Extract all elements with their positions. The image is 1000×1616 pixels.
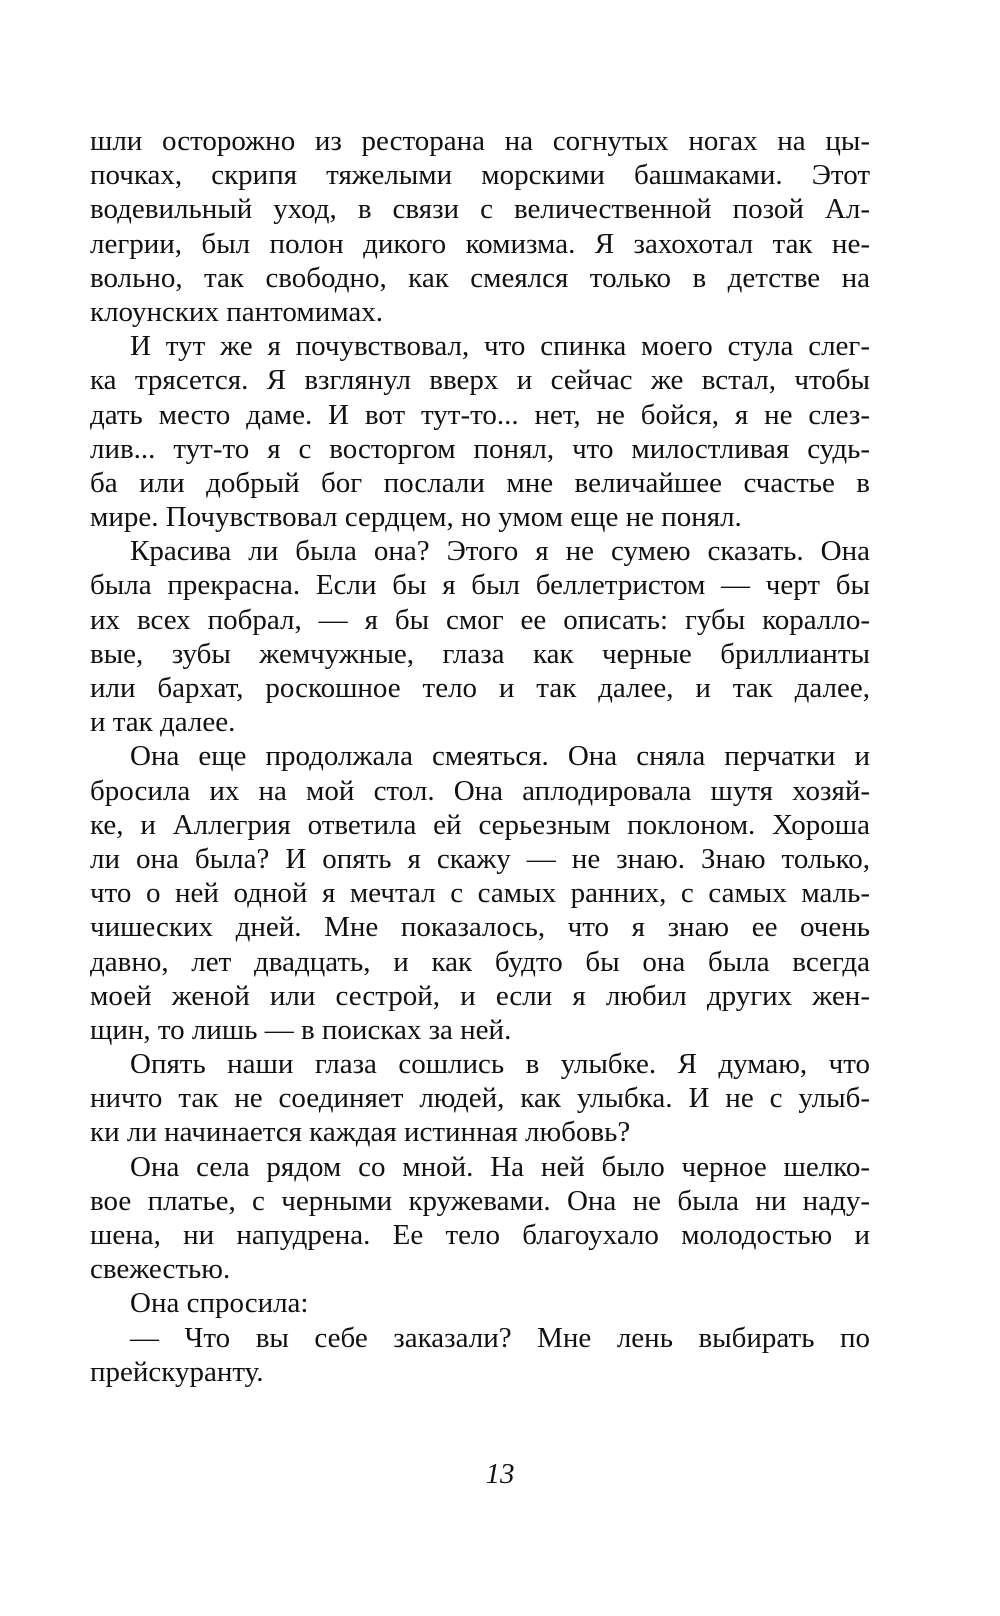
text-line: ки ли начинается каждая истинная любовь?: [90, 1116, 631, 1149]
text-line: щин, то лишь — в поисках за ней.: [90, 1013, 512, 1046]
text-line: давно, лет двадцать, и как будто бы она была всегда: [90, 945, 870, 978]
text-line: шена, ни напудрена. Ее тело благоухало молодостью и: [90, 1219, 870, 1251]
paragraph: [90, 1286, 870, 1320]
text-line: бросила их на мой стол. Она аплодировала шутя хозяй-: [90, 774, 870, 807]
text-line: Опять наши глаза сошлись в улыбке. Я думаю, что: [130, 1048, 870, 1081]
text-line: водевильный уход, в связи с величественной позой Ал-: [90, 193, 870, 226]
text-line: вые, зубы жемчужные, глаза как черные бриллианты: [90, 637, 870, 670]
text-line: что о ней одной я мечтал с самых ранних, с самых маль-: [90, 877, 870, 910]
text-line: ка трясется. Я взглянул вверх и сейчас же встал, чтобы: [90, 364, 870, 397]
text-line: ба или добрый бог послали мне величайшее счастье в: [90, 466, 870, 499]
text-line: вольно, так свободно, как смеялся только в детстве на: [90, 261, 870, 294]
text-line: ли она была? И опять я скажу — не знаю. Знаю только,: [90, 842, 870, 875]
text-line: клоунских пантомимах.: [90, 295, 384, 328]
text-line: легрии, был полон дикого комизма. Я захохотал так не-: [90, 227, 870, 260]
text-line: шли осторожно из ресторана на согнутых ногах на цы-: [90, 125, 870, 157]
text-line: свежестью.: [90, 1253, 231, 1286]
text-line: Красива ли была она? Этого я не сумею сказать. Она: [130, 535, 870, 568]
text-line: Она спросила:: [130, 1287, 309, 1320]
paragraph: [90, 124, 870, 329]
text-line: дать место даме. И вот тут-то... нет, не бойся, я не слез-: [90, 398, 870, 431]
paragraph: [90, 1150, 870, 1287]
text-line: почках, скрипя тяжелыми морскими башмаками. Этот: [90, 159, 870, 192]
paragraph: [90, 1321, 870, 1389]
paragraph: [90, 1047, 870, 1150]
text-line: их всех побрал, — я бы смог ее описать: губы коралло-: [90, 603, 870, 636]
text-line: чишеских дней. Мне показалось, что я знаю ее очень: [90, 911, 870, 944]
text-line: ке, и Аллегрия ответила ей серьезным поклоном. Хороша: [90, 808, 870, 841]
text-line: мире. Почувствовал сердцем, но умом еще не понял.: [90, 501, 742, 534]
text-line: моей женой или сестрой, и если я любил других жен-: [90, 979, 870, 1012]
text-line: вое платье, с черными кружевами. Она не была ни наду-: [90, 1184, 870, 1217]
page-number: 13: [485, 1458, 515, 1490]
paragraph: [90, 329, 870, 534]
text-line: — Что вы себе заказали? Мне лень выбирать по: [130, 1321, 870, 1354]
text-line: ничто так не соединяет людей, как улыбка. И не с улыб-: [90, 1082, 870, 1115]
text-line: И тут же я почувствовал, что спинка моего стула слег-: [130, 330, 870, 363]
paragraph: [90, 534, 870, 739]
paragraph: [90, 739, 870, 1047]
text-line: или бархат, роскошное тело и так далее, и так далее,: [90, 672, 870, 704]
text-line: прейскуранту.: [90, 1355, 264, 1388]
text-line: лив... тут-то я с восторгом понял, что милостливая судь-: [90, 432, 870, 465]
text-line: Она села рядом со мной. На ней было черное шелко-: [130, 1150, 870, 1183]
text-line: Она еще продолжала смеяться. Она сняла перчатки и: [130, 740, 870, 773]
text-line: была прекрасна. Если бы я был беллетристом — черт бы: [90, 569, 870, 602]
body-text: [90, 124, 870, 1389]
text-line: и так далее.: [90, 706, 236, 739]
